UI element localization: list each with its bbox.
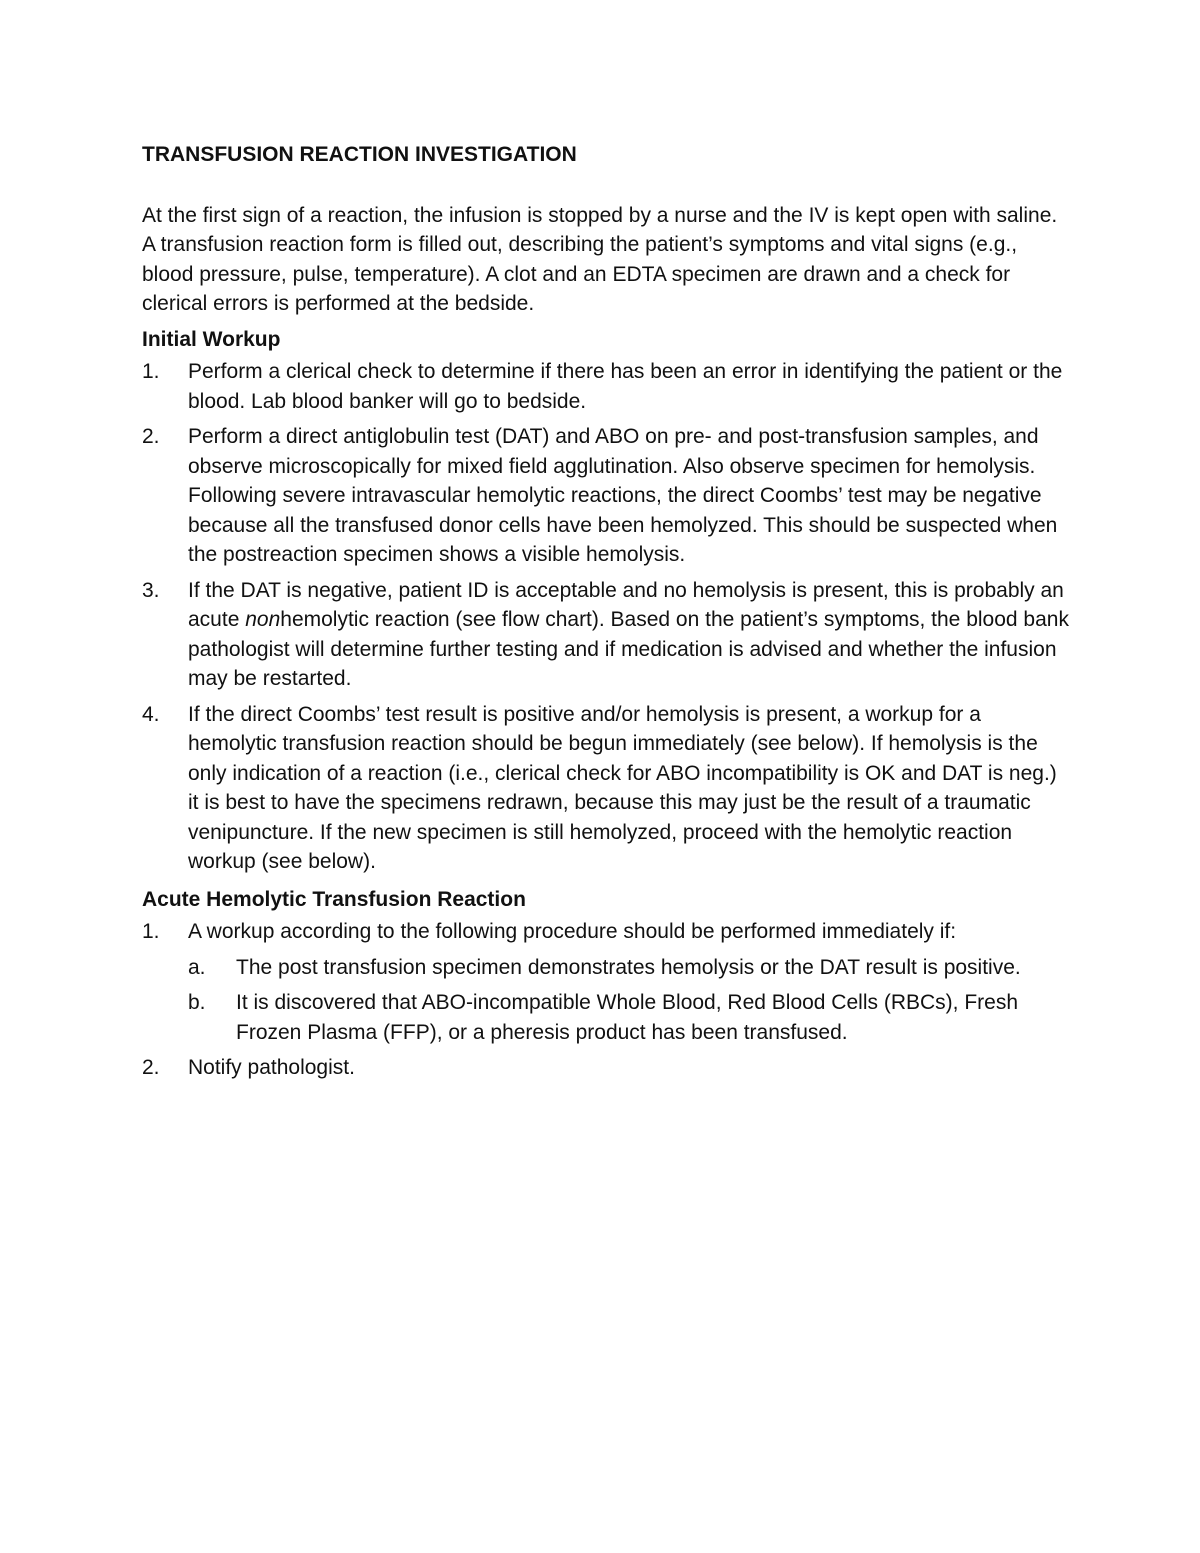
list-item-text-italic: non bbox=[245, 608, 281, 631]
document-title: TRANSFUSION REACTION INVESTIGATION bbox=[142, 143, 577, 166]
list-item-number: 2. bbox=[142, 425, 160, 448]
initial-workup-list bbox=[142, 357, 1072, 877]
sub-list bbox=[188, 953, 1072, 1048]
list-item bbox=[142, 357, 1072, 416]
intro-paragraph: At the first sign of a reaction, the infusion is stopped by a nurse and the IV is kept open with saline. A transfusion reaction form is filled out, describing the patient’s symptoms and vital signs (e.g., blood pressure, pulse, temperature). A clot and an EDTA specimen are drawn and a check for clerical errors is performed at the bedside. bbox=[142, 203, 1058, 315]
list-item-number: 3. bbox=[142, 578, 160, 602]
list-item-number: 2. bbox=[142, 1056, 160, 1079]
sub-list-item-letter: b. bbox=[188, 991, 206, 1014]
sub-list-item-letter: a. bbox=[188, 955, 206, 979]
acute-reaction-list bbox=[142, 917, 1072, 1083]
acute-reaction-heading: Acute Hemolytic Transfusion Reaction bbox=[142, 887, 526, 911]
sub-list-item bbox=[188, 988, 1072, 1047]
list-item-text: Perform a direct antiglobulin test (DAT) and ABO on pre- and post-transfusion samples, and observe microscopically for mixed field agglutination. Also observe specimen for hemolysis. Following severe intravascular hemolytic reactions, the direct Coombs’ test may be negative because all the transfused donor cells have been hemolyzed. This should be suspected when the postreaction specimen shows a visible hemolysis. bbox=[188, 425, 1058, 566]
list-item-text bbox=[188, 579, 1069, 691]
list-item bbox=[142, 1053, 1072, 1083]
sub-list-item-text: The post transfusion specimen demonstrates hemolysis or the DAT result is positive. bbox=[236, 955, 1021, 979]
list-item bbox=[142, 576, 1072, 694]
initial-workup-heading: Initial Workup bbox=[142, 327, 281, 351]
list-item bbox=[142, 422, 1072, 570]
list-item-text-before: If the DAT is negative, patient ID is acceptable and no hemolysis is present, this is probably an acute bbox=[188, 578, 1064, 631]
document-page bbox=[142, 140, 1072, 1089]
list-item-number: 1. bbox=[142, 360, 160, 383]
sub-list-item bbox=[188, 953, 1072, 983]
list-item-text: If the direct Coombs’ test result is positive and/or hemolysis is present, a workup for a hemolytic transfusion reaction should be begun immediately (see below). If hemolysis is the only indication of a reaction (i.e., clerical check for ABO incompatibility is OK and DAT is neg.) it is best to have the specimens redrawn, because this may just be the result of a traumatic venipuncture. If the new specimen is still hemolyzed, proceed with the hemolytic reaction workup (see below). bbox=[188, 702, 1057, 873]
list-item-number: 1. bbox=[142, 920, 160, 943]
list-item-text: Notify pathologist. bbox=[188, 1056, 355, 1079]
list-item-text-after: hemolytic reaction (see flow chart). Based on the patient’s symptoms, the blood bank pathologist will determine further testing and if medication is advised and whether the infusion may be restarted. bbox=[188, 608, 1069, 690]
list-item-text: A workup according to the following procedure should be performed immediately if: bbox=[188, 920, 957, 943]
list-item bbox=[142, 700, 1072, 877]
list-item bbox=[142, 917, 1072, 1047]
list-item-number: 4. bbox=[142, 702, 160, 726]
list-item-text: Perform a clerical check to determine if there has been an error in identifying the patient or the blood. Lab blood banker will go to bedside. bbox=[188, 360, 1063, 413]
sub-list-item-text: It is discovered that ABO-incompatible Whole Blood, Red Blood Cells (RBCs), Fresh Frozen Plasma (FFP), or a pheresis product has been transfused. bbox=[236, 991, 1018, 1044]
